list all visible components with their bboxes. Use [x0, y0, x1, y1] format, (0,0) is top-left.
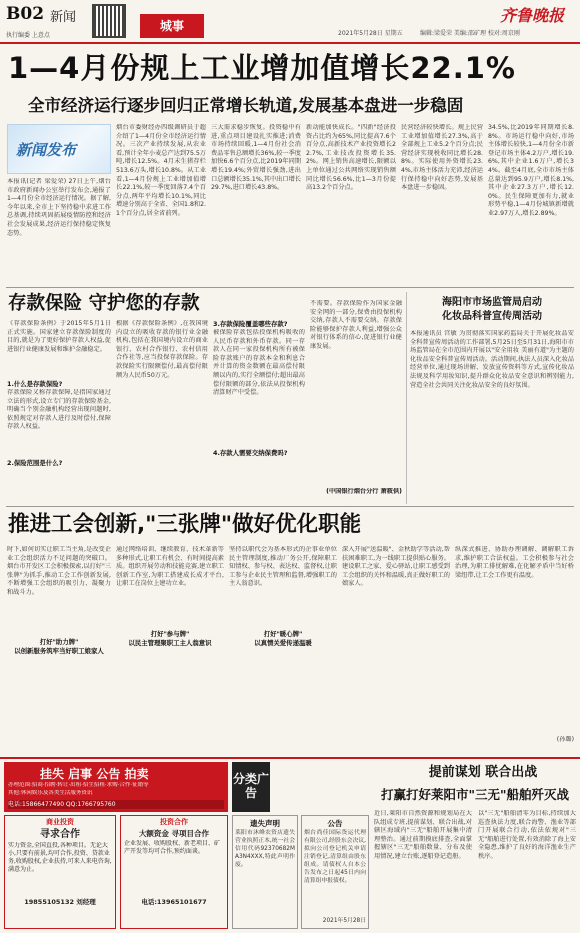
ships-col-1: 近日,莱阳市自然资源和规划局在大队组成专班,提前谋划、联合出战,对辖区海域内"三无"船舶开展集中清理整治。通过前期摸底排查,全面掌握辖区"三无"船舶数量、分布及使用情况,建立台账,逐船登记造册。 [374, 810, 472, 860]
lead-column-1: 烟台市委财经办四级调研员于超介绍了1—4月份全市经济运行情况。三次产业持续发展,从农业看,预计全年小麦总产达到75.5万吨,增长12.5%。4月末生猪存栏513.6万头,增长10.8%。从工业看,1—4月份规上工业增加值增长22.1%,较一季度回落7.4个百分点,两年平均增长10.1%,同比增速分别高于全省、全国1.8和2.1个百分点,居全省前列。 [116, 124, 206, 217]
notice-1-title: 遗失声明 [250, 819, 280, 828]
column-rule [406, 292, 407, 504]
qr-code-icon [92, 4, 126, 38]
notice-lost [232, 815, 298, 929]
ad-block-funding [120, 815, 228, 929]
union-col-5 [455, 546, 574, 754]
union-sub-2b: 以民主管理聚职工主人翁意识 [128, 639, 212, 647]
ad-block-1-body: 实力资金,全国直投,各种项目。无论大小,只要有前景,均可合作,投资、贷款业务,收购股权,企业扶持,可来人来电咨询,满意为止。 [8, 841, 112, 873]
ships-headline: 打赢打好莱阳市"三无"船舶歼灭战 [380, 787, 570, 802]
ad-block-2-phone: 电话:13965101677 [141, 897, 207, 906]
notice-1-body: 莱阳市沐峰农资店遗失营业执照正本,统一社会信用代码92370682MA3N4XXX,特此声明作废。 [235, 830, 295, 868]
cosmetics-body: 本报通讯员 宫敏 为贯彻落实国家药监局关于开展化妆品安全科普宣传周活动的工作部署,5月25日至5月31日,海阳市市场监管局在全市范围内开展以"安全用妆 美丽有道"为主题的化妆品安全科普宣传周活动。活动期间,执法人员深入化妆品经营单位,通过现场讲解、发放宣传资料等方式,宣传化妆品法规及科学用妆知识,提升群众化妆品安全意识和辨别能力,营造全社会共同关注化妆品安全的良好氛围。 [410, 330, 574, 389]
union-sub-1b: 以创新服务筑牢当好职工娘家人 [14, 647, 104, 655]
deposit-intro: 《存款保险条例》于2015年5月1日正式实施。国家建立存款保险制度的目的,就是为了更好保护存款人权益,促进银行业健康发展和维护金融稳定。 [7, 320, 111, 353]
union-sub-2: 打好"参与牌" [150, 630, 190, 638]
masthead [0, 0, 580, 45]
editor-line: 执行编委 上意点 [6, 32, 50, 39]
union-sub-3b: 以真情关爱传递温暖 [254, 639, 312, 647]
union-col-3 [229, 546, 337, 754]
deposit-answer-4: 不需要。存款保险作为国家金融安全网的一部分,保费由投保机构交纳,存款人不需要交纳。存款保险能够保护存款人利益,增强公众对银行体系的信心,促进银行业健康发展。 [310, 300, 402, 350]
classified-tag [232, 762, 270, 812]
deposit-q2: 2.保险范围是什么? [7, 459, 63, 467]
union-col-4: 深入开展"送温暖"、金秋助学等活动,帮扶困难职工,为一线职工提供贴心服务。建设职工之家、爱心驿站,让职工感受到工会组织的关怀和温暖,真正做好职工的娘家人。 [342, 546, 450, 588]
deposit-q3: 3.存款保险覆盖哪些存款? [213, 320, 288, 328]
section-divider-2 [6, 506, 574, 507]
newspaper-logo: 齐鲁晚报 [500, 6, 565, 25]
lead-byline-text: 本报讯(记者 梁爱荣) 27日上午,烟台市政府新闻办公室举行发布会,通报了1—4月份全市经济运行情况。据了解,今年以来,全市上下坚持稳中求进工作总基调,持续巩固拓展疫情防控和经济社会发展成果,经济运行保持稳定恢复态势。 [7, 178, 111, 237]
deposit-col-2: 根据《存款保险条例》,在我国境内设立的吸收存款的银行业金融机构,包括在我国境内设立的商业银行、农村合作银行、农村信用合作社等,应当投保存款保险。存款保险实行限额偿付,最高偿付限额为人民币50万元。 [116, 320, 208, 379]
union-col-1 [7, 546, 111, 754]
section-divider [6, 287, 574, 288]
lead-column-5: 34.5%,比2019年同期增长8.8%。市场运行稳中向好,市场主体增长较快,1—4月份全市新登记市场主体4.2万户,增长19.6%,其中企业1.6万户,增长34%。截至4月底,全市市场主体总量达到95.9万户,增长8.1%,其中企业27.3万户,增长12.0%。民生保障更加有力,就业形势平稳,1—4月份城镇新增就业2.97万人,增长2.89%。 [488, 124, 574, 217]
ad-block-2-title: 大额资金 寻项目合作 [138, 828, 210, 838]
ad-banner-sub: 办理范围:招商·招聘·转让·出租·招生招租·求购·合作·征婚等 [8, 782, 149, 788]
ad-banner-phone: 电话:15866477490 QQ:1766795760 [8, 800, 224, 809]
ad-banner-title: 挂失 启事 公告 拍卖 [40, 767, 149, 781]
lead-column-3: 新动能加快成长。"四新"经济投资占比约为65%,同比提高7.6个百分点,高新技术产业投资增长22.7%,工业技改投资增长35.2%。网上销售高速增长,限额以上单位通过公共网络实现销售额同比增长56.6%,比1—3月份提高13.2个百分点。 [306, 124, 396, 192]
ad-block-1-phone: 19855105132 刘经理 [24, 897, 96, 906]
deposit-q4: 4.存款人需要交纳保费吗? [213, 449, 288, 457]
credits-line: 编辑:梁爱荣 美编:邵矿理 校对:周京刚 [420, 30, 520, 37]
deposit-col-1 [7, 320, 111, 502]
lead-subhead: 全市经济运行逐步回归正常增长轨道,发展基本盘进一步稳固 [28, 96, 464, 115]
union-body-5: 纵深式推进、协助办理调解、调解职工诉求,维护职工合法权益。工会积极参与社会治理,为职工排忧解难,在化解矛盾中当好桥梁纽带,让工会工作更有温度。 [455, 546, 574, 579]
ad-block-1-title: 寻求合作 [40, 828, 80, 840]
lead-column-4: 民营经济较快增长。规上民营工业增加值增长27.3%,高于全部规上工业5.2个百分点;民营经济实现税收同比增长28.8%。实际使用外资增长23.4%,市场主体活力充沛,经济运行保持稳中向好态势,发展基本盘进一步稳固。 [401, 124, 483, 192]
union-author: (孙璐) [556, 736, 574, 743]
notice-2-date: 2021年5月28日 [322, 918, 366, 924]
deposit-footer: (中国银行烟台分行 萧筱供) [326, 488, 402, 495]
ad-banner-sub-2: 其他:休闲娱乐及各类生活服务资讯 [8, 790, 93, 796]
ad-block-2-label: 投资合作 [160, 818, 188, 826]
ad-block-1-label: 商业投资 [46, 818, 74, 826]
union-intro: 时下,如何切实让职工当主角,是改变企业工会组织活力不足问题的突破口。烟台市开发区工会积极探索,以打好"三张牌"为抓手,推动工会工作创新发展,不断增强工会组织的吸引力、凝聚力和战斗力。 [7, 546, 111, 596]
date-line: 2021年5月28日 星期五 [338, 30, 403, 37]
union-sub-1: 打好"助力牌" [39, 638, 79, 646]
union-headline: 推进工会创新,"三张牌"做好优化职能 [8, 512, 362, 537]
notice-2-body: 烟台尚佳国际货运代理有限公司,经股东会决议,拟向公司登记机关申请注销登记,清算组由股东组成。请债权人自本公告发布之日起45日内向清算组申报债权。 [304, 830, 366, 884]
deposit-answer-1: 存款保险又称存款保障,是指国家通过立法的形式,设立专门的存款保险基金,明确当个别金融机构经营出现问题时,依照规定对存款人进行及时偿付,保障存款人权益。 [7, 389, 111, 431]
deposit-col-4 [310, 300, 402, 502]
lead-column-2: 三大需求稳步恢复。投资稳中有进,重点项目建设扎实推进;消费市场持续回暖,1—4月份社会消费品零售总额增长36%,较一季度加快6.6个百分点,比2019年同期增长19.4%;外贸增长强劲,进出口总额增长35.1%,其中出口增长29.7%,进口增长43.8%。 [211, 124, 301, 192]
union-sub-3: 打好"暖心牌" [263, 630, 303, 638]
union-col-2 [116, 546, 224, 754]
section-divider-3 [0, 757, 580, 759]
section-tab[interactable] [140, 14, 204, 38]
deposit-col-3 [213, 320, 305, 502]
masthead-rule [0, 42, 580, 44]
deposit-answer-3: 被保险存款包括投保机构吸收的人民币存款和外币存款。同一存款人在同一家投保机构所有被保险存款账户的存款本金和利息合并计算的资金数额在最高偿付限额以内的,实行全额偿付;超出最高偿付限额的部分,依法从投保机构清算财产中受偿。 [213, 329, 305, 397]
ships-kicker: 提前谋划 联合出战 [428, 765, 538, 780]
ad-banner [4, 762, 228, 812]
cosmetics-story [410, 292, 574, 504]
classified-tag-label: 分类广告 [232, 772, 269, 800]
notice-company [301, 815, 369, 929]
section-tab-label: 城事 [159, 19, 184, 33]
deposit-q1: 1.什么是存款保险? [7, 380, 63, 388]
cosmetics-headline: 海阳市市场监管局启动 [442, 297, 542, 308]
deposit-headline: 存款保险 守护您的存款 [8, 293, 200, 314]
ships-col-2: 以"三无"船舶清零为目标,持续加大巡查执法力度,联合海警、渔业等部门开展联合行动,依法依规对"三无"船舶进行处置,有效消除了海上安全隐患,维护了良好的海洋渔业生产秩序。 [478, 810, 576, 860]
section-name: 新闻 [50, 10, 77, 25]
image-caption: 新闻发布 [16, 141, 77, 159]
news-release-image [7, 124, 111, 174]
ad-block-2-body: 企业发展、收购股权、新老项目、矿产开发等均可合作,预约面谈。 [124, 839, 221, 855]
lead-headline: 1—4月份规上工业增加值增长22.1% [8, 51, 516, 85]
union-body-3: 坚持以职代会为基本形式的企事业单位民主管理制度,推动厂务公开,保障职工知情权、参与权、表达权、监督权,让职工参与企业民主管理和监督,增强职工的主人翁意识。 [229, 546, 337, 588]
page-number: B02 [6, 4, 45, 24]
cosmetics-headline-2: 化妆品科普宣传周活动 [442, 311, 542, 322]
union-body-2: 通过网络培训、继续教育、技术革新等多种形式,让职工有机会、有时间提高素质。组织开展劳动和技能竞赛,建立职工创新工作室,为职工搭建成长成才平台,让职工在岗位上建功立业。 [116, 546, 224, 588]
ad-block-investment [4, 815, 116, 929]
notice-2-title: 公告 [327, 819, 343, 828]
